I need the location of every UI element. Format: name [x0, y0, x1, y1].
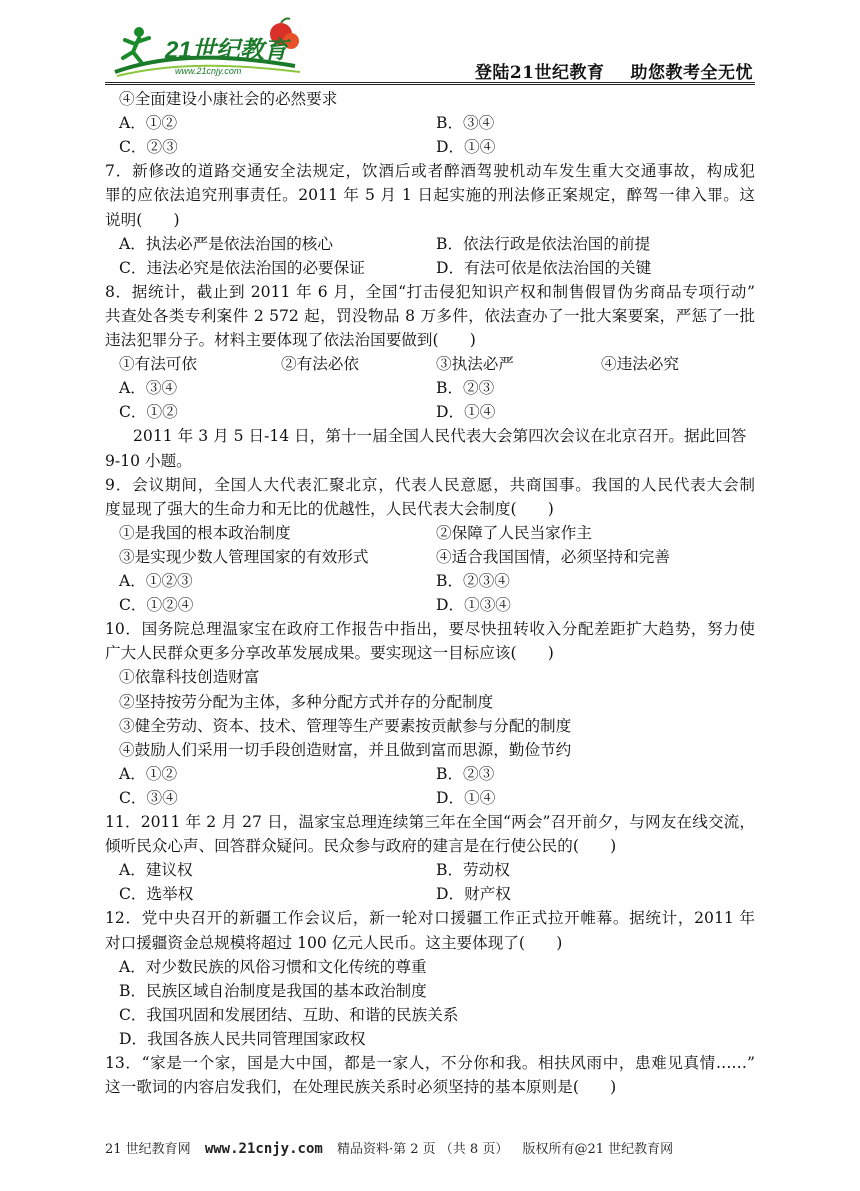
- option-text: B．②③: [436, 379, 495, 398]
- option-text: ④全面建设小康社会的必然要求: [119, 90, 338, 108]
- question-text: 广大人民群众更多分享改革发展成果。要实现这一目标应该( ): [105, 644, 554, 663]
- question-text: 罪的应依法追究刑事责任。2011 年 5 月 1 日起实施的刑法修正案规定，醉驾一律入罪。这: [105, 186, 755, 205]
- page-footer: [105, 1138, 755, 1157]
- question-text: 9．会议期间，全国人大代表汇聚北京，代表人民意愿，共商国事。我国的人民代表大会制: [105, 475, 755, 494]
- header-divider: [105, 82, 755, 85]
- option-text: A．执法必严是依法治国的核心: [119, 234, 333, 253]
- option-text: B．②③: [436, 764, 495, 783]
- question-text: 8．据统计，截止到 2011 年 6 月，全国“打击侵犯知识产权和制售假冒伪劣商品专项行动”: [105, 282, 755, 301]
- option-text: C．我国巩固和发展团结、互助、和谐的民族关系: [119, 1005, 459, 1024]
- slogan-left: 登陆21世纪教育: [474, 63, 605, 83]
- question-text: 7．新修改的道路交通安全法规定，饮酒后或者醉酒驾驶机动车发生重大交通事故，构成犯: [105, 162, 755, 181]
- footer-copyright: 版权所有@21 世纪教育网: [522, 1142, 674, 1157]
- option-text: D．①④: [436, 138, 496, 157]
- option-text: ①是我国的根本政治制度: [119, 523, 291, 542]
- option-text: C．①②: [119, 403, 178, 422]
- option-text: D．财产权: [436, 885, 511, 904]
- logo-text: 21世纪教育: [165, 37, 288, 64]
- footer-site-url[interactable]: www.21cnjy.com: [204, 1141, 323, 1157]
- option-text: ④违法必究: [601, 355, 679, 374]
- question-text: 10．国务院总理温家宝在政府工作报告中指出，要尽快扭转收入分配差距扩大趋势，努力使: [105, 620, 755, 639]
- question-text: 这一歌词的内容启发我们，在处理民族关系时必须坚持的基本原则是( ): [105, 1078, 617, 1097]
- question-text: 11．2011 年 2 月 27 日，温家宝总理连续第三年在全国“两会”召开前夕，与网友在线交流，: [105, 813, 755, 831]
- option-text: C．③④: [119, 788, 178, 807]
- option-text: D．我国各族人民共同管理国家政权: [119, 1029, 366, 1048]
- option-text: ②保障了人民当家作主: [436, 523, 592, 542]
- question-text: 说明( ): [105, 210, 180, 229]
- option-text: ①有法可依: [119, 355, 197, 374]
- option-text: B．②③④: [436, 572, 510, 590]
- option-text: ③执法必严: [436, 355, 514, 374]
- option-text: ③健全劳动、资本、技术、管理等生产要素按贡献参与分配的制度: [119, 716, 572, 735]
- footer-page-info: 精品资料·第 2 页 （共 8 页）: [336, 1142, 509, 1157]
- option-text: C．②③: [119, 138, 178, 157]
- question-text: 违法犯罪分子。材料主要体现了依法治国要做到( ): [105, 331, 476, 349]
- footer-site-name: 21 世纪教育网: [105, 1142, 191, 1157]
- option-text: C．①②④: [119, 596, 194, 615]
- option-text: ①依靠科技创造财富: [119, 668, 260, 687]
- option-text: C．选举权: [119, 885, 194, 904]
- option-text: B．依法行政是依法治国的前提: [436, 234, 651, 253]
- option-text: B．劳动权: [436, 861, 510, 880]
- question-text: 倾听民众心声、回答群众疑问。民众参与政府的建言是在行使公民的( ): [105, 837, 617, 856]
- option-text: A．①②③: [119, 572, 193, 590]
- question-text: 12．党中央召开的新疆工作会议后，新一轮对口援疆工作正式拉开帷幕。据统计，2011 年: [105, 909, 755, 928]
- logo-url: www.21cnjy.com: [175, 66, 242, 76]
- header-slogan: [475, 58, 753, 83]
- question-text: 对口援疆资金总规模将超过 100 亿元人民币。这主要体现了( ): [105, 933, 563, 952]
- option-text: D．有法可依是依法治国的关键: [436, 258, 652, 277]
- option-text: A．建议权: [119, 861, 193, 880]
- slogan-right: 助您教考全无忧: [630, 63, 753, 83]
- option-text: ④鼓励人们采用一切手段创造财富，并且做到富而思源，勤俭节约: [119, 740, 572, 759]
- page-header: [105, 14, 755, 84]
- question-text: 9-10 小题。: [105, 451, 192, 470]
- question-text: 13．“家是一个家，国是大中国，都是一家人，不分你和我。相扶风雨中，患难见真情……”: [105, 1054, 755, 1072]
- option-text: ④适合我国国情，必须坚持和完善: [436, 547, 670, 566]
- option-text: A．①②: [119, 764, 178, 783]
- option-text: ②坚持按劳分配为主体，多种分配方式并存的分配制度: [119, 692, 494, 711]
- option-text: B．民族区域自治制度是我国的基本政治制度: [119, 981, 427, 1000]
- site-logo: [105, 14, 310, 84]
- question-text: 2011 年 3 月 5 日-14 日，第十一届全国人民代表大会第四次会议在北京召开。据此回答: [133, 427, 747, 446]
- option-text: B．③④: [436, 114, 495, 133]
- question-text: 度显现了强大的生命力和无比的优越性，人民代表大会制度( ): [105, 499, 554, 518]
- option-text: C．违法必究是依法治国的必要保证: [119, 258, 365, 277]
- option-text: A．③④: [119, 379, 178, 398]
- option-text: D．①③④: [436, 596, 511, 615]
- option-text: ②有法必依: [281, 355, 359, 374]
- option-text: ③是实现少数人管理国家的有效形式: [119, 547, 369, 566]
- option-text: D．①④: [436, 403, 496, 422]
- option-text: A．①②: [119, 114, 178, 133]
- option-text: D．①④: [436, 788, 496, 807]
- option-text: A．对少数民族的风俗习惯和文化传统的尊重: [119, 957, 427, 976]
- question-text: 共查处各类专利案件 2 572 起，罚没物品 8 万多件，依法查办了一批大案要案，严惩了一批: [105, 306, 755, 325]
